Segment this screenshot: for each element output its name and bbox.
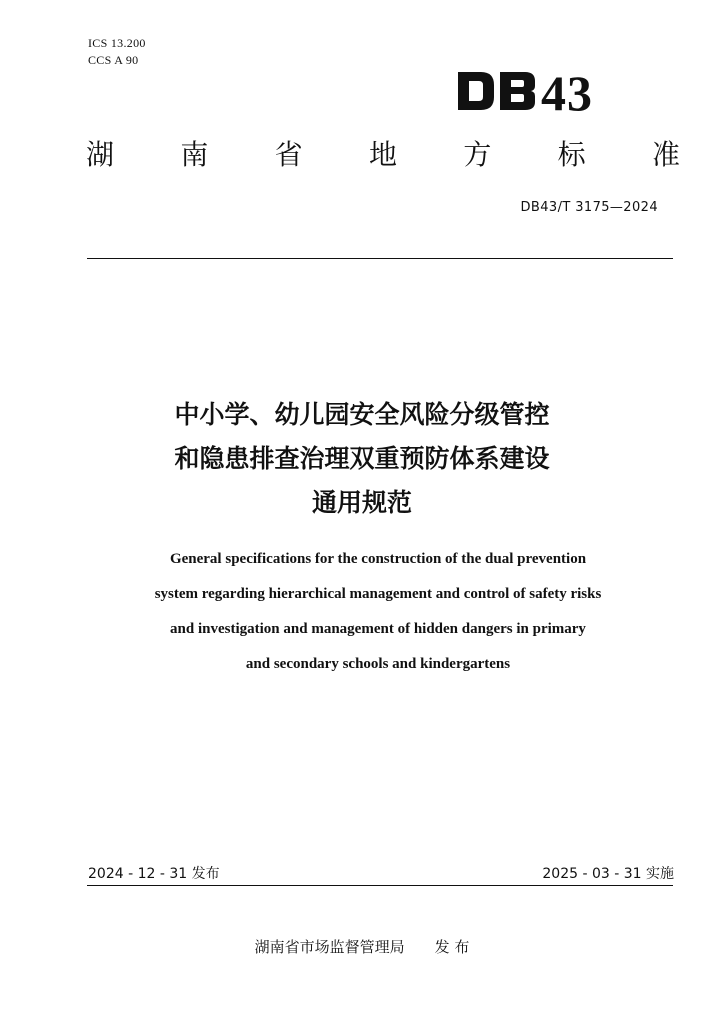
- english-title-line: and investigation and management of hidden dangers in primary: [170, 621, 586, 637]
- standard-type-char: 湖: [86, 138, 115, 171]
- english-title-line: General specifications for the construction of the dual prevention: [169, 551, 587, 567]
- implementation-date: 2025 - 03 - 31 实施: [542, 866, 674, 882]
- standard-number: DB43/T 3175—2024: [520, 200, 658, 215]
- standard-type-char: 地: [368, 138, 397, 171]
- standard-type-char: 省: [274, 138, 303, 171]
- english-title-line: and secondary schools and kindergartens: [245, 656, 511, 672]
- publisher-name: 湖南省市场监督管理局: [254, 938, 405, 956]
- standard-type-char: 准: [651, 138, 680, 171]
- chinese-title-line: 和隐患排查治理双重预防体系建设: [174, 444, 550, 473]
- english-title: [0, 542, 724, 682]
- ccs-code: CCS A 90: [88, 53, 139, 67]
- classification-codes: [88, 35, 146, 69]
- standard-type-heading: [86, 138, 680, 172]
- publisher-line: [0, 936, 724, 957]
- svg-text:43: 43: [541, 65, 593, 116]
- top-divider: [87, 258, 673, 259]
- english-title-line: system regarding hierarchical management and control of safety risks: [154, 586, 602, 602]
- standard-type-char: 方: [463, 138, 492, 171]
- issue-date: 2024 - 12 - 31 发布: [88, 866, 220, 882]
- standard-type-char: 标: [557, 138, 586, 171]
- chinese-title: [0, 393, 724, 525]
- standard-type-char: 南: [180, 138, 209, 171]
- publisher-action: 发 布: [434, 938, 470, 956]
- chinese-title-line: 中小学、幼儿园安全风险分级管控: [174, 400, 550, 429]
- bottom-divider: [87, 885, 673, 886]
- chinese-title-line: 通用规范: [311, 488, 412, 517]
- db43-logo: [453, 60, 623, 116]
- ics-code: ICS 13.200: [88, 36, 146, 50]
